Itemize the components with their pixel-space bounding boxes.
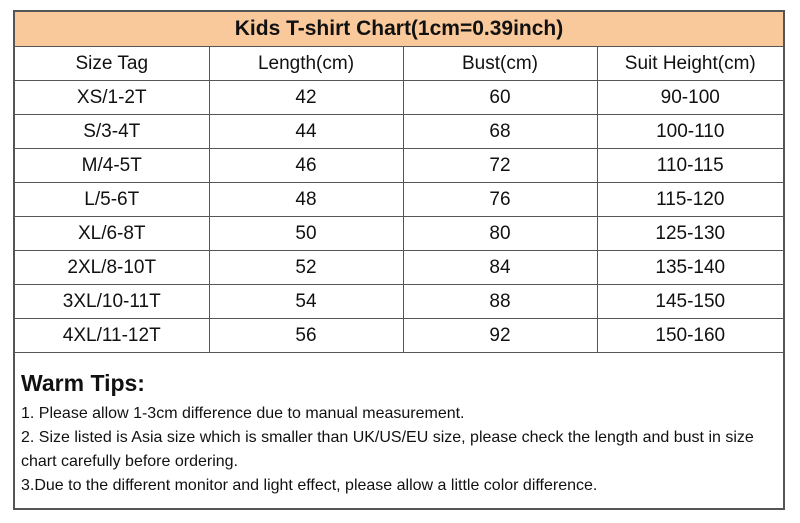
length-cell: 56 [209,319,403,353]
length-cell: 46 [209,149,403,183]
header-row [15,47,783,81]
bust-cell: 92 [403,319,597,353]
height-cell: 110-115 [597,149,783,183]
bust-cell: 68 [403,115,597,149]
length-cell: 50 [209,217,403,251]
bust-cell: 76 [403,183,597,217]
bust-cell: 84 [403,251,597,285]
table-row [15,217,783,251]
size-tag-cell: 3XL/10-11T [15,285,209,319]
length-cell: 44 [209,115,403,149]
header-length: Length(cm) [209,47,403,81]
bust-cell: 72 [403,149,597,183]
size-tag-cell: 4XL/11-12T [15,319,209,353]
warm-tips-section [15,358,783,498]
bust-cell: 60 [403,81,597,115]
chart-title: Kids T-shirt Chart(1cm=0.39inch) [15,12,783,47]
length-cell: 42 [209,81,403,115]
height-cell: 100-110 [597,115,783,149]
warm-tips-title: Warm Tips: [21,370,145,396]
table-row [15,285,783,319]
table-row [15,251,783,285]
tip-item-2: 2. Size listed is Asia size which is smaller than UK/US/EU size, please check the length and bust in size chart carefully before ordering. [21,429,754,470]
length-cell: 54 [209,285,403,319]
size-chart-table [15,12,783,353]
height-cell: 115-120 [597,183,783,217]
header-suit-height: Suit Height(cm) [597,47,783,81]
size-tag-cell: M/4-5T [15,149,209,183]
size-tag-cell: L/5-6T [15,183,209,217]
height-cell: 90-100 [597,81,783,115]
length-cell: 48 [209,183,403,217]
height-cell: 135-140 [597,251,783,285]
length-cell: 52 [209,251,403,285]
size-tag-cell: 2XL/8-10T [15,251,209,285]
header-bust: Bust(cm) [403,47,597,81]
height-cell: 145-150 [597,285,783,319]
height-cell: 125-130 [597,217,783,251]
table-row [15,81,783,115]
size-chart-frame [13,10,785,510]
bust-cell: 80 [403,217,597,251]
size-tag-cell: XL/6-8T [15,217,209,251]
size-tag-cell: XS/1-2T [15,81,209,115]
size-tag-cell: S/3-4T [15,115,209,149]
bust-cell: 88 [403,285,597,319]
table-row [15,183,783,217]
table-row [15,149,783,183]
header-size-tag: Size Tag [15,47,209,81]
tip-item-3: 3.Due to the different monitor and light effect, please allow a little color difference. [21,477,598,494]
tip-item-1: 1. Please allow 1-3cm difference due to manual measurement. [21,405,465,422]
table-row [15,319,783,353]
height-cell: 150-160 [597,319,783,353]
chart-title-row [15,12,783,47]
table-row [15,115,783,149]
